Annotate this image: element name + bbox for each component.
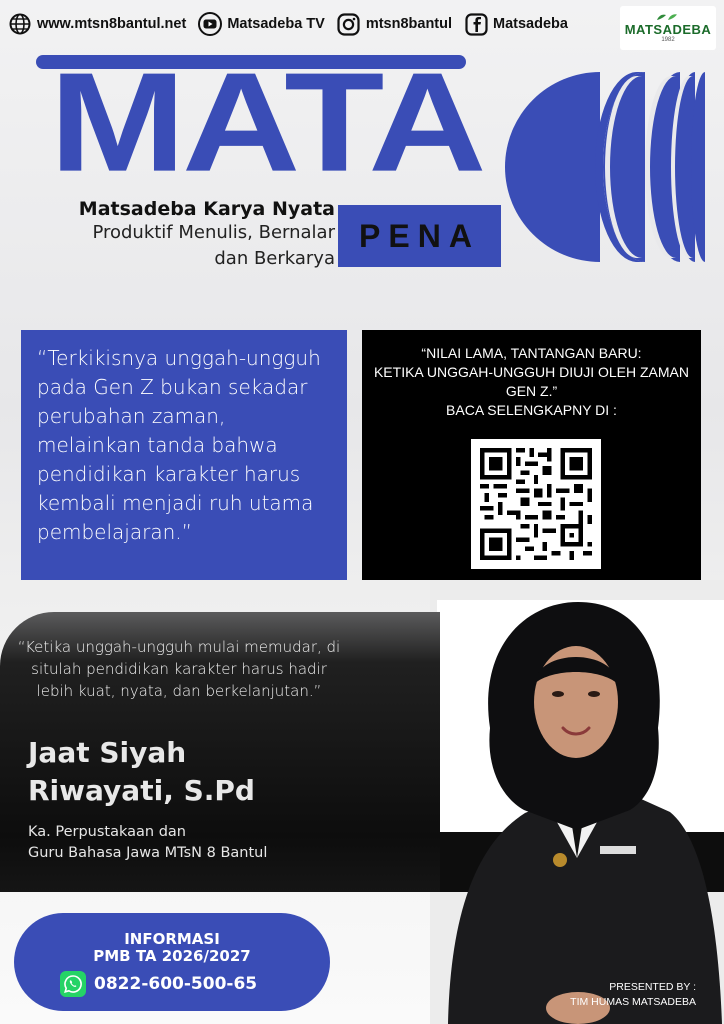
info-title: INFORMASI [124, 930, 220, 948]
author-photo [430, 598, 724, 1024]
credits-line2: TIM HUMAS MATSADEBA [570, 996, 696, 1008]
admission-info[interactable] [14, 913, 330, 1011]
subtitle-box [338, 205, 501, 267]
instagram-text: mtsn8bantul [365, 16, 453, 32]
quote-box [21, 330, 347, 580]
whatsapp-icon [60, 971, 86, 997]
article-title-line2: KETIKA UNGGAH-UNGGUH DIUJI OLEH ZAMAN [373, 364, 690, 380]
author-name-line1: Jaat Siyah [28, 736, 187, 769]
credits [520, 980, 696, 1010]
tagline-line1: Produktif Menulis, Bernalar [92, 222, 335, 243]
masthead-decoration [505, 72, 715, 262]
author-role [28, 822, 267, 864]
tagline-line2: dan Berkarya [214, 248, 335, 270]
read-more-label: BACA SELENGKAPNY DI : [446, 402, 617, 418]
credits-line1: PRESENTED BY : [609, 981, 696, 993]
quote-text: “Terkikisnya unggah-ungguh pada Gen Z bukan sekadar perubahan zaman, melainkan tanda bahwa pendidikan karakter harus kembali menjadi ruh utama pembelajaran.” [37, 346, 321, 544]
youtube-icon [198, 12, 222, 36]
globe-icon [8, 12, 32, 36]
masthead-subtitle: PENA [359, 217, 480, 254]
info-subtitle: PMB TA 2026/2027 [93, 947, 251, 965]
instagram-icon [337, 12, 361, 36]
phone-number: 0822-600-500-65 [94, 974, 258, 994]
author-name-line2: Riwayati, S.Pd [28, 774, 255, 807]
facebook-link[interactable] [464, 12, 568, 36]
facebook-text: Matsadeba [493, 16, 568, 32]
leaf-icon [653, 13, 683, 21]
youtube-link[interactable] [198, 12, 325, 36]
article-title-line3: GEN Z.” [505, 383, 558, 399]
whatsapp-contact[interactable] [60, 971, 257, 997]
tagline [30, 198, 335, 272]
author-quote: “Ketika unggah-ungguh mulai memudar, di situlah pendidikan karakter harus hadir lebih kuat, nyata, dan berkelanjutan.” [17, 638, 341, 700]
logo-text: MATSADEBA [624, 22, 712, 37]
website-text: www.mtsn8bantul.net [37, 16, 187, 32]
qr-code[interactable] [471, 439, 601, 569]
masthead-title: MATA [49, 43, 483, 201]
tagline-bold: Matsadeba Karya Nyata [78, 198, 335, 220]
article-title-line1: “NILAI LAMA, TANTANGAN BARU: [421, 345, 642, 361]
author-role-line1: Ka. Perpustakaan dan [28, 824, 186, 840]
school-logo [620, 6, 716, 50]
article-box [362, 330, 701, 580]
logo-year: 1982 [661, 37, 675, 43]
youtube-text: Matsadeba TV [227, 16, 325, 32]
facebook-icon [464, 12, 488, 36]
social-bar [8, 10, 580, 38]
website-link[interactable] [8, 12, 186, 36]
instagram-link[interactable] [337, 12, 452, 36]
author-name [28, 734, 328, 810]
author-role-line2: Guru Bahasa Jawa MTsN 8 Bantul [28, 845, 268, 861]
